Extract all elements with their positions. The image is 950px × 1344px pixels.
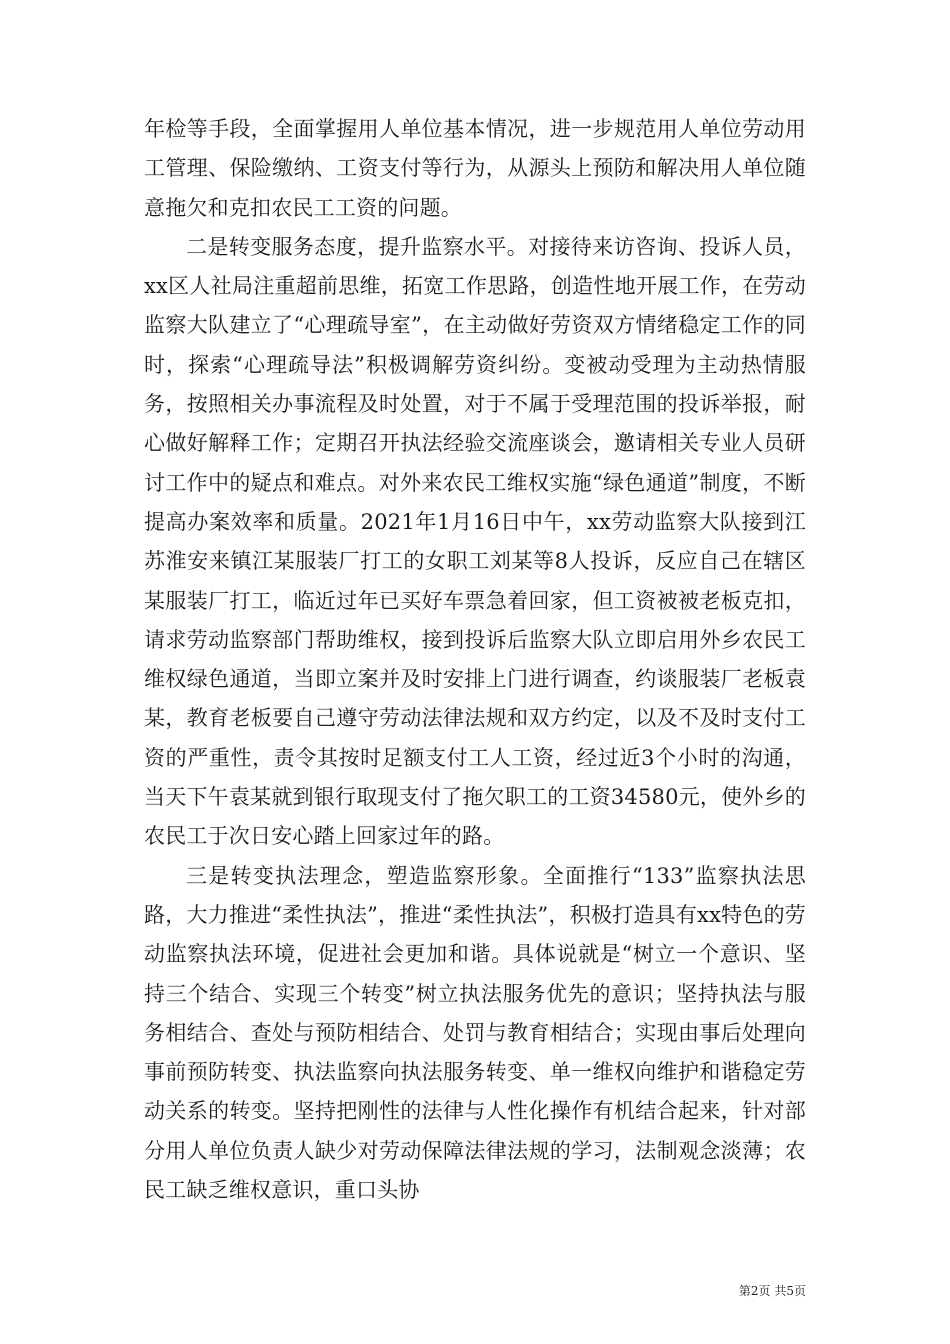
page-number-footer: 第2页 共5页 — [738, 1284, 806, 1298]
paragraph-1: 年检等手段，全面掌握用人单位基本情况，进一步规范用人单位劳动用工管理、保险缴纳、工资支付等行为，从源头上预防和解决用人单位随意拖欠和克扣农民工工资的问题。 — [144, 117, 806, 220]
paragraph-3: 三是转变执法理念，塑造监察形象。全面推行“133”监察执法思路，大力推进“柔性执法”，推进“柔性执法”，积极打造具有xx特色的劳动监察执法环境，促进社会更加和谐。具体说就是“树立一个意识、坚持三个结合、实现三个转变”树立执法服务优先的意识；坚持执法与服务相结合、查处与预防相结合、处罚与教育相结合；实现由事后处理向事前预防转变、执法监察向执法服务转变、单一维权向维护和谐稳定劳动关系的转变。坚持把刚性的法律与人性化操作有机结合起来，针对部分用人单位负责人缺少对劳动保障法律法规的学习，法制观念淡薄；农民工缺乏维权意识，重口头协 — [144, 863, 806, 1203]
paragraph-2: 二是转变服务态度，提升监察水平。对接待来访咨询、投诉人员，xx区人社局注重超前思维，拓宽工作思路，创造性地开展工作，在劳动监察大队建立了“心理疏导室”，在主动做好劳资双方情绪稳定工作的同时，探索“心理疏导法”积极调解劳资纠纷。变被动受理为主动热情服务，按照相关办事流程及时处置，对于不属于受理范围的投诉举报，耐心做好解释工作；定期召开执法经验交流座谈会，邀请相关专业人员研讨工作中的疑点和难点。对外来农民工维权实施“绿色通道”制度，不断提高办案效率和质量。2021年1月16日中午，xx劳动监察大队接到江苏淮安来镇江某服装厂打工的女职工刘某等8人投诉，反应自己在辖区某服装厂打工，临近过年已买好车票急着回家，但工资被被老板克扣，请求劳动监察部门帮助维权，接到投诉后监察大队立即启用外乡农民工维权绿色通道，当即立案并及时安排上门进行调查，约谈服装厂老板袁某，教育老板要自己遵守劳动法律法规和双方约定，以及不及时支付工资的严重性，责令其按时足额支付工人工资，经过近3个小时的沟通，当天下午袁某就到银行取现支付了拖欠职工的工资34580元，使外乡的农民工于次日安心踏上回家过年的路。 — [144, 234, 806, 849]
document-body — [144, 110, 806, 1210]
